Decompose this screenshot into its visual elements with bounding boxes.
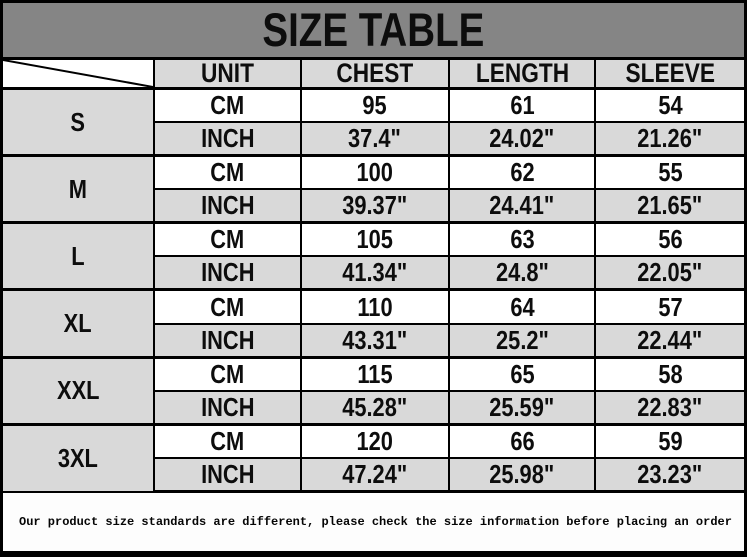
length-value-cell — [449, 223, 595, 257]
unit-label: CM — [210, 291, 245, 322]
unit-cell — [154, 89, 301, 123]
unit-cell — [154, 122, 301, 156]
length-value: 24.41" — [489, 190, 555, 221]
length-value-cell — [449, 324, 595, 358]
chest-value: 100 — [356, 157, 394, 188]
chest-value-cell — [301, 122, 449, 156]
column-header-length — [449, 60, 595, 89]
chest-value: 39.37" — [342, 190, 408, 221]
chest-value: 47.24" — [342, 458, 408, 489]
notice-bar — [3, 493, 744, 551]
sleeve-value-cell — [595, 324, 744, 358]
unit-cell — [154, 357, 301, 391]
unit-label: INCH — [200, 458, 255, 489]
sleeve-value-cell — [595, 424, 744, 458]
unit-label: CM — [210, 358, 245, 389]
size-label-cell — [3, 424, 154, 491]
column-header-unit-label: UNIT — [201, 60, 254, 88]
length-value-cell — [449, 424, 595, 458]
unit-cell — [154, 189, 301, 223]
diagonal-corner-cell — [3, 60, 154, 89]
unit-label: CM — [210, 157, 245, 188]
sleeve-value-cell — [595, 156, 744, 190]
chest-value: 105 — [356, 224, 394, 255]
column-header-unit — [154, 60, 301, 89]
chest-value-cell — [301, 189, 449, 223]
column-header-chest — [301, 60, 449, 89]
title-band — [3, 3, 744, 60]
size-label: M — [68, 173, 88, 204]
table-row-s-cm — [3, 89, 744, 123]
sleeve-value: 22.83" — [637, 391, 703, 422]
length-value-cell — [449, 89, 595, 123]
sleeve-value-cell — [595, 256, 744, 290]
length-value-cell — [449, 256, 595, 290]
size-label: XXL — [56, 375, 100, 406]
unit-label: INCH — [200, 123, 255, 154]
chest-value: 43.31" — [342, 324, 408, 355]
length-value: 65 — [509, 358, 535, 389]
size-label: L — [71, 240, 85, 271]
unit-cell — [154, 290, 301, 324]
sleeve-value: 56 — [657, 224, 683, 255]
chest-value-cell — [301, 256, 449, 290]
sleeve-value: 59 — [657, 425, 683, 456]
size-label: XL — [64, 308, 93, 339]
page-title: SIZE TABLE — [262, 2, 485, 56]
column-header-sleeve — [595, 60, 744, 89]
length-value-cell — [449, 391, 595, 425]
length-value: 25.98" — [489, 458, 555, 489]
sleeve-value-cell — [595, 391, 744, 425]
sleeve-value: 21.65" — [637, 190, 703, 221]
unit-label: INCH — [200, 257, 255, 288]
sleeve-value: 54 — [657, 90, 683, 121]
length-value: 64 — [509, 291, 535, 322]
length-value: 61 — [509, 90, 535, 121]
unit-cell — [154, 458, 301, 492]
length-value-cell — [449, 122, 595, 156]
chest-value-cell — [301, 391, 449, 425]
table-row-xl-cm — [3, 290, 744, 324]
chest-value: 37.4" — [348, 123, 402, 154]
table-row-l-cm — [3, 223, 744, 257]
chest-value-cell — [301, 424, 449, 458]
chest-value: 95 — [362, 90, 388, 121]
size-label: 3XL — [58, 442, 99, 473]
chest-value-cell — [301, 156, 449, 190]
chest-value-cell — [301, 458, 449, 492]
length-value: 62 — [509, 157, 535, 188]
size-label-cell — [3, 357, 154, 424]
chest-value: 41.34" — [342, 257, 408, 288]
header-row — [3, 60, 744, 89]
unit-cell — [154, 223, 301, 257]
length-value: 63 — [509, 224, 535, 255]
chest-value: 110 — [357, 291, 393, 322]
sleeve-value-cell — [595, 357, 744, 391]
length-value: 66 — [509, 425, 535, 456]
unit-cell — [154, 324, 301, 358]
sleeve-value-cell — [595, 223, 744, 257]
length-value: 24.8" — [495, 257, 549, 288]
chest-value-cell — [301, 290, 449, 324]
length-value: 25.2" — [495, 324, 549, 355]
chest-value-cell — [301, 357, 449, 391]
table-row-3xl-cm — [3, 424, 744, 458]
length-value-cell — [449, 357, 595, 391]
unit-label: INCH — [200, 324, 255, 355]
unit-cell — [154, 156, 301, 190]
chest-value: 115 — [357, 358, 393, 389]
unit-label: CM — [210, 425, 245, 456]
size-label-cell — [3, 290, 154, 357]
sleeve-value: 58 — [657, 358, 683, 389]
unit-label: INCH — [200, 190, 255, 221]
length-value-cell — [449, 189, 595, 223]
length-value: 25.59" — [489, 391, 555, 422]
sleeve-value: 23.23" — [637, 458, 703, 489]
diagonal-line-icon — [3, 60, 153, 87]
column-header-length-label: LENGTH — [475, 60, 569, 88]
sleeve-value-cell — [595, 122, 744, 156]
sleeve-value: 55 — [657, 157, 683, 188]
chest-value-cell — [301, 223, 449, 257]
length-value-cell — [449, 458, 595, 492]
size-table — [3, 60, 744, 493]
size-label-cell — [3, 156, 154, 223]
column-header-sleeve-label: SLEEVE — [625, 60, 715, 88]
length-value: 24.02" — [489, 123, 555, 154]
unit-cell — [154, 424, 301, 458]
sleeve-value-cell — [595, 89, 744, 123]
sleeve-value: 22.05" — [637, 257, 703, 288]
size-label: S — [70, 106, 86, 137]
unit-cell — [154, 256, 301, 290]
size-label-cell — [3, 223, 154, 290]
unit-label: CM — [210, 224, 245, 255]
table-row-xxl-cm — [3, 357, 744, 391]
sleeve-value-cell — [595, 458, 744, 492]
notice-text: Our product size standards are different, please check the size information before placing an order — [19, 515, 732, 529]
sleeve-value: 57 — [657, 291, 683, 322]
chest-value-cell — [301, 324, 449, 358]
length-value-cell — [449, 156, 595, 190]
unit-label: INCH — [200, 391, 255, 422]
sleeve-value-cell — [595, 290, 744, 324]
column-header-chest-label: CHEST — [336, 60, 414, 88]
sleeve-value-cell — [595, 189, 744, 223]
chest-value-cell — [301, 89, 449, 123]
sleeve-value: 21.26" — [637, 123, 703, 154]
length-value-cell — [449, 290, 595, 324]
chest-value: 120 — [356, 425, 394, 456]
table-row-m-cm — [3, 156, 744, 190]
unit-label: CM — [210, 90, 245, 121]
chest-value: 45.28" — [342, 391, 408, 422]
unit-cell — [154, 391, 301, 425]
sleeve-value: 22.44" — [637, 324, 703, 355]
size-label-cell — [3, 89, 154, 156]
